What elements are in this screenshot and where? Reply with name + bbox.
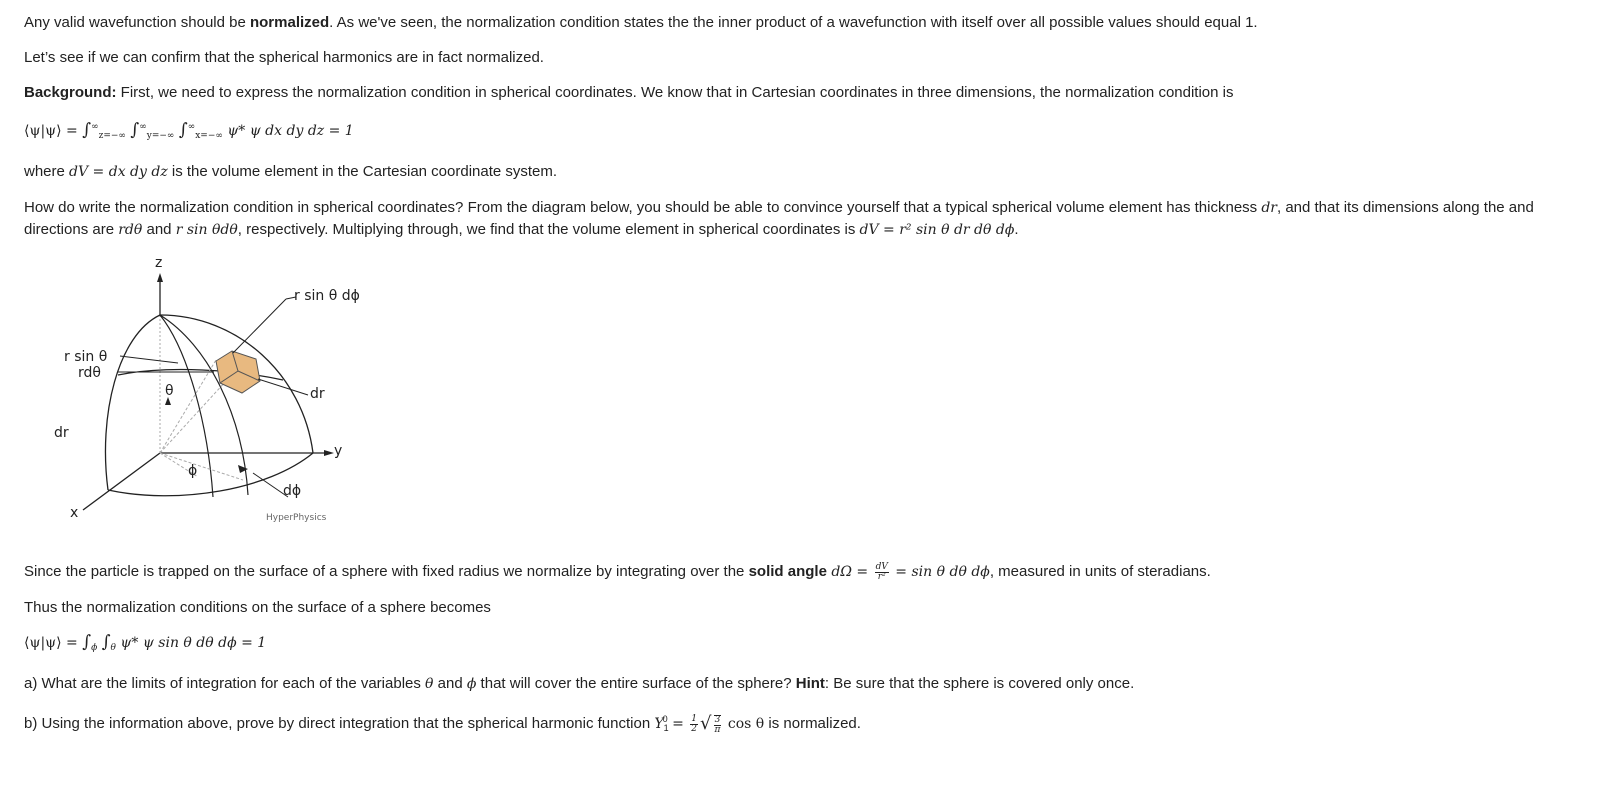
rdtheta-label: rdθ [78,365,101,381]
sqrt-symbol: √ $\frac{3}{\pi}$ [700,713,721,736]
dr-left-label: dr [54,425,69,441]
paragraph-confirm: Let’s see if we can confirm that the spherical harmonics are in fact normalized. [24,49,544,66]
dphi-label: dϕ [283,483,302,499]
equation-cartesian: ⟨ψ|ψ⟩ = $\int^\infty_{z=-\infty}$ $\int^\infty_{y=-\infty}$ $\int^\infty_{x=-\infty}$ ψ* ψ dx dy dz = 1 [24,120,354,141]
dphi-arrow-icon [238,465,248,473]
spherical-coordinates-diagram [38,255,368,545]
leader-dr [258,379,308,395]
leader-rsin-top [233,299,286,353]
paragraph-normalized: Any valid wavefunction should be normalized. As we've seen, the normalization condition states the the inner product of a wavefunction with itself over all possible values should equal 1. [24,14,1258,31]
paragraph-sphere-surface: Thus the normalization conditions on the surface of a sphere becomes [24,599,491,616]
phi-label: ϕ [188,463,198,479]
paragraph-solid-angle: Since the particle is trapped on the surface of a sphere with fixed radius we normalize by integrating over the solid angle dΩ = $\frac{dV}{\text{r²}}$ = sin θ dθ dϕ, measured in units of steradians. [24,561,1211,582]
y-arrow-icon [324,450,334,456]
paragraph-volume-element: where dV = dx dy dz is the volume element in the Cartesian coordinate system. [24,163,558,180]
z-axis-label: z [155,255,163,271]
half-fraction: $\frac{1}{2}$ [691,713,698,734]
dr-right-label: dr [310,386,325,402]
z-arrow-icon [157,273,163,282]
paragraph-background: Background: First, we need to express the normalization condition in spherical coordinates. We know that in Cartesian coordinates in three dimensions, the normalization condition is [24,84,1234,101]
x-axis [83,453,160,510]
phi-line-2 [160,453,243,480]
leader-rsin-left [120,356,178,363]
background-label: Background: [24,84,117,101]
rsin-dphi-label: r sin θ dϕ [294,288,360,304]
question-a: a) What are the limits of integration for each of the variables θ and ϕ that will cover the entire surface of the sphere? Hint: Be sure that the sphere is covered only once. [24,675,1135,692]
volume-element [216,351,260,393]
x-axis-label: x [70,505,79,521]
paragraph-spherical: How do write the normalization condition in spherical coordinates? From the diagram below, you should be able to convince yourself that a typical spherical volume element has thickness dr, and that its dimensions along the and directions are rdθ and r sin θdθ, respectively. Multiplying through, we find that the volume element in spherical coordinates is dV = r² sin θ dr dθ dϕ. [24,199,1534,238]
rsin-label: r sin θ [64,349,108,365]
question-b: b) Using the information above, prove by direct integration that the spherical harmonic function $Y_1^0$ = $\frac{1}{2}$ √ $\frac{3}{\pi}$ cos θ is normalized. [24,713,861,736]
dv-over-r2-fraction: $\frac{dV}{\text{r²}}$ [875,561,888,582]
normalized-term: normalized [249,14,330,31]
equation-sphere: ⟨ψ|ψ⟩ = $\int_\phi$ $\int_\theta$ ψ* ψ sin θ dθ dϕ = 1 [24,632,267,653]
radial-line [160,360,216,453]
hyperphysics-credit: HyperPhysics [266,513,327,523]
x-meridian-arc [105,315,160,490]
y-axis-label: y [334,443,343,459]
theta-label: θ [165,383,174,399]
